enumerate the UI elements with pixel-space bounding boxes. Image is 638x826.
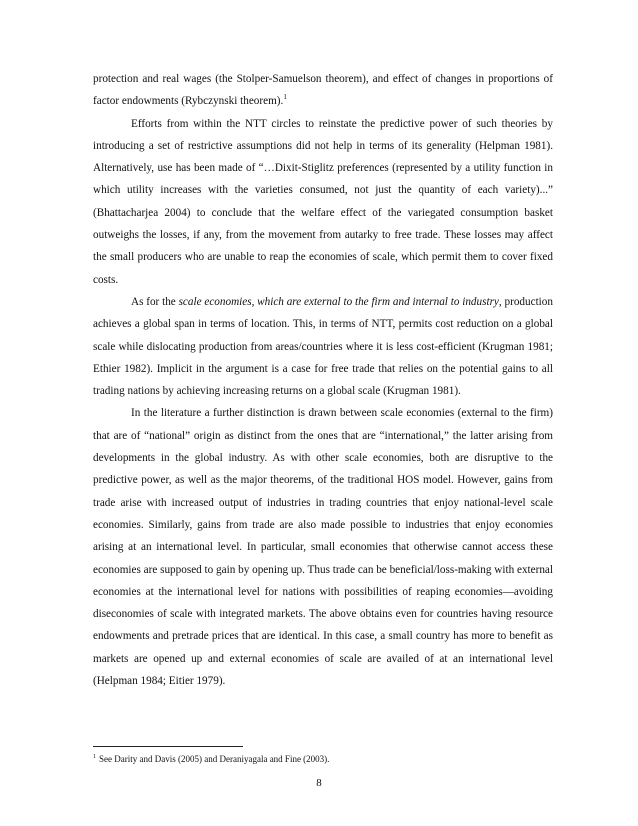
page-number: 8 xyxy=(316,777,322,789)
footnote-reference[interactable]: 1 xyxy=(283,92,287,101)
paragraph-2-italic: scale economies, which are external to the firm and internal to industry xyxy=(178,295,499,308)
body-text xyxy=(93,68,553,692)
footnote xyxy=(93,753,553,765)
footnote-divider xyxy=(93,746,243,747)
paragraph-2-lead: As for the xyxy=(131,295,179,308)
paragraph-2 xyxy=(93,291,553,402)
paragraph-1: Efforts from within the NTT circles to reinstate the predictive power of such theories by introducing a set of restrictive assumptions did not help in terms of its generality (Helpman 1981). Alternatively, use has been made of “…Dixit-Stiglitz preferences (represented by a utility function in which utility increases with the varieties consumed, not just the quantity of each variety)...” (Bhattacharjea 2004) to conclude that the welfare effect of the variegated consumption basket outweighs the losses, if any, from the movement from autarky to free trade. These losses may affect the small producers who are unable to reap the economies of scale, which permit them to cover fixed costs. xyxy=(93,117,553,286)
paragraph-0-text: protection and real wages (the Stolper-Samuelson theorem), and effect of changes in proportions of factor endowments (Rybczynski theorem). xyxy=(93,73,553,108)
paragraph-3: In the literature a further distinction is drawn between scale economies (external to the firm) that are of “national” origin as distinct from the ones that are “international,” the latter arising from developments in the global industry. As with other scale economies, both are disruptive to the predictive power, as well as the major theorems, of the traditional HOS model. However, gains from trade arise with increased output of industries in trading countries that enjoy national-level scale economies. Similarly, gains from trade are also made possible to industries that enjoy economies arising at an international level. In particular, small economies that otherwise cannot access these economies are supposed to gain by opening up. Thus trade can be beneficial/loss-making with external economies at the international level for nations with possibilities of reaping economies—avoiding diseconomies of scale with integrated markets. The above obtains even for countries having resource endowments and pretrade prices that are identical. In this case, a small country has more to benefit as markets are opened up and external economies of scale are availed of at an international level (Helpman 1984; Eitier 1979). xyxy=(93,407,553,688)
footnote-marker: 1 xyxy=(93,754,96,760)
footnote-text: See Darity and Davis (2005) and Deraniyagala and Fine (2003). xyxy=(99,754,330,764)
paragraph-2-rest: , production achieves a global span in terms of location. This, in terms of NTT, permits cost reduction on a global scale while dislocating production from areas/countries where it is less cost-efficient (Krugman 1981; Ethier 1982). Implicit in the argument is a case for free trade that relies on the potential gains to all trading nations by achieving increasing returns on a global scale (Krugman 1981). xyxy=(93,295,553,398)
paragraph-0 xyxy=(93,68,553,113)
